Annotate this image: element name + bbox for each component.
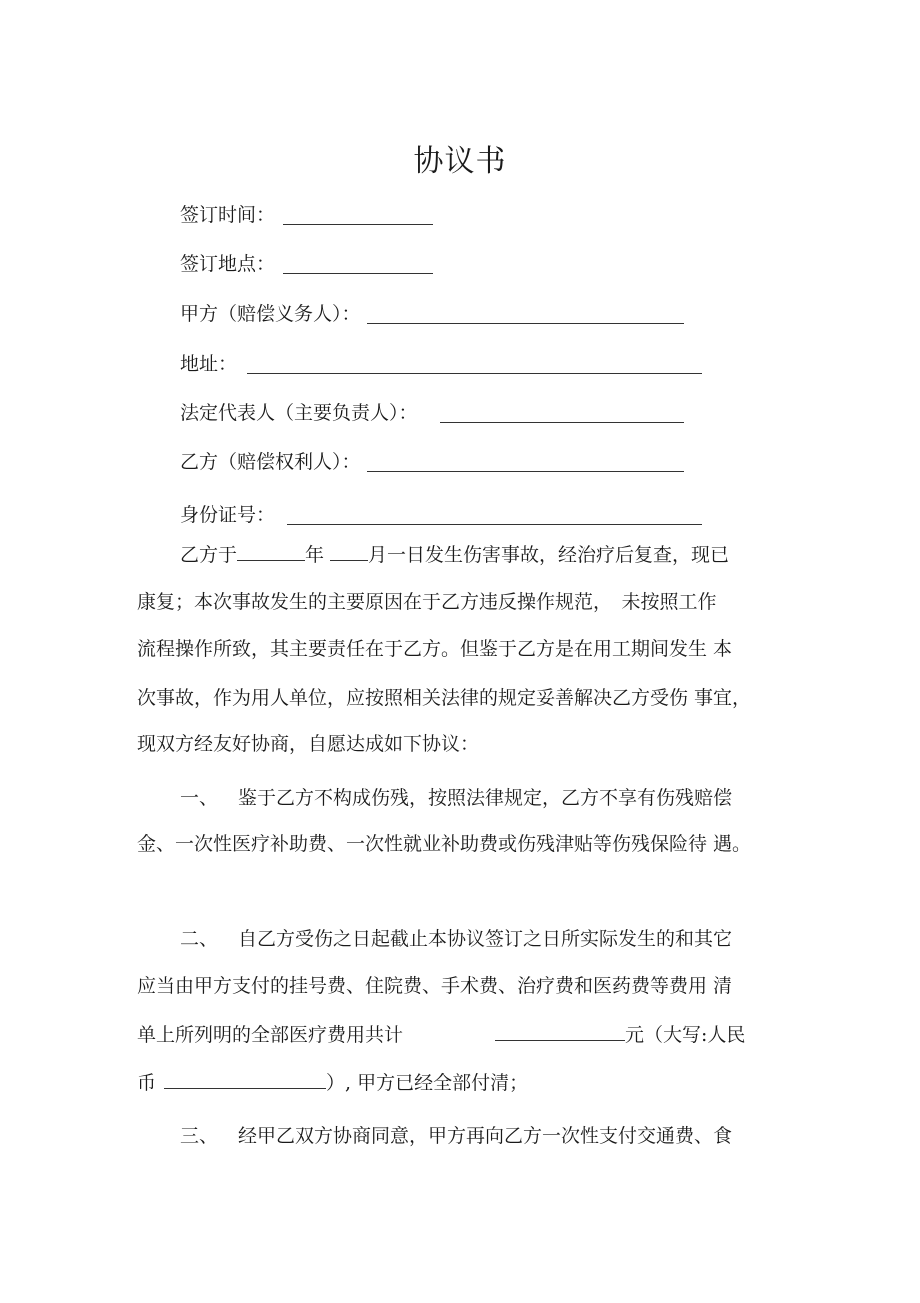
party-a-label: 甲方（赔偿义务人）： <box>180 303 361 325</box>
sign-time-label: 签订时间： <box>180 204 276 226</box>
clause-1-line-2: 金、一次性医疗补助费、一次性就业补助费或伤残津贴等伤残保险待 遇。 <box>137 833 752 855</box>
party-b-row <box>180 447 684 474</box>
id-number-label: 身份证号： <box>180 504 276 526</box>
legal-rep-label: 法定代表人（主要负责人）： <box>180 402 418 424</box>
party-b-blank <box>367 451 684 472</box>
clause-2-text-4b: ）, 甲方已经全部付清； <box>326 1072 529 1094</box>
id-number-row <box>180 500 702 527</box>
clause-2-text-3a: 单上所列明的全部医疗费用共计 <box>137 1024 404 1046</box>
address-label: 地址： <box>180 353 238 375</box>
clause-2-line-3 <box>137 1011 745 1059</box>
intro-line-5: 现双方经友好协商，自愿达成如下协议： <box>137 733 480 755</box>
clause-1-line-1 <box>180 774 732 822</box>
clause-2-text-4a: 币 <box>137 1072 157 1094</box>
sign-place-row <box>180 249 433 276</box>
clause-1-number: 一、 <box>180 787 219 809</box>
page-title: 协议书 <box>413 144 507 179</box>
id-number-blank <box>287 504 702 525</box>
year-blank <box>237 542 305 561</box>
intro-line-3: 流程操作所致，其主要责任在于乙方。但鉴于乙方是在用工期间发生 本 <box>137 638 733 660</box>
medical-fee-blank <box>495 1022 625 1041</box>
intro-line-2: 康复；本次事故发生的主要原因在于乙方违反操作规范， 未按照工作 <box>137 591 717 613</box>
legal-rep-row <box>180 398 684 425</box>
intro-text-1c: 月一日发生伤害事故，经治疗后复查，现已 <box>368 544 730 566</box>
clause-2-line-4 <box>137 1059 528 1107</box>
party-a-blank <box>367 303 684 324</box>
party-a-row <box>180 299 684 326</box>
clause-2-line-2: 应当由甲方支付的挂号费、住院费、手术费、治疗费和医药费等费用 清 <box>137 975 733 997</box>
month-blank <box>330 542 368 561</box>
clause-3-text-1: 经甲乙双方协商同意，甲方再向乙方一次性支付交通费、食 <box>238 1125 733 1147</box>
address-blank <box>247 353 702 374</box>
clause-2-number: 二、 <box>180 928 219 950</box>
clause-2-line-1 <box>180 915 732 963</box>
clause-3-number: 三、 <box>180 1125 219 1147</box>
rmb-capital-blank <box>164 1070 326 1089</box>
intro-line-4: 次事故，作为用人单位，应按照相关法律的规定妥善解决乙方受伤 事宜， <box>137 687 752 709</box>
address-row <box>180 349 702 376</box>
sign-place-label: 签订地点： <box>180 253 276 275</box>
intro-line-1 <box>180 531 729 579</box>
clause-3-line-1 <box>180 1112 732 1160</box>
legal-rep-blank <box>440 402 684 423</box>
intro-text-1b: 年 <box>305 544 325 566</box>
party-b-label: 乙方（赔偿权利人）： <box>180 451 361 473</box>
clause-2-text-1: 自乙方受伤之日起截止本协议签订之日所实际发生的和其它 <box>238 928 733 950</box>
clause-1-text-1: 鉴于乙方不构成伤残，按照法律规定，乙方不享有伤残赔偿 <box>238 787 733 809</box>
sign-place-blank <box>283 253 433 274</box>
clause-2-text-3b: 元（大写:人民 <box>625 1024 746 1046</box>
sign-time-blank <box>283 204 433 225</box>
sign-time-row <box>180 200 433 227</box>
intro-text-1a: 乙方于 <box>180 544 238 566</box>
